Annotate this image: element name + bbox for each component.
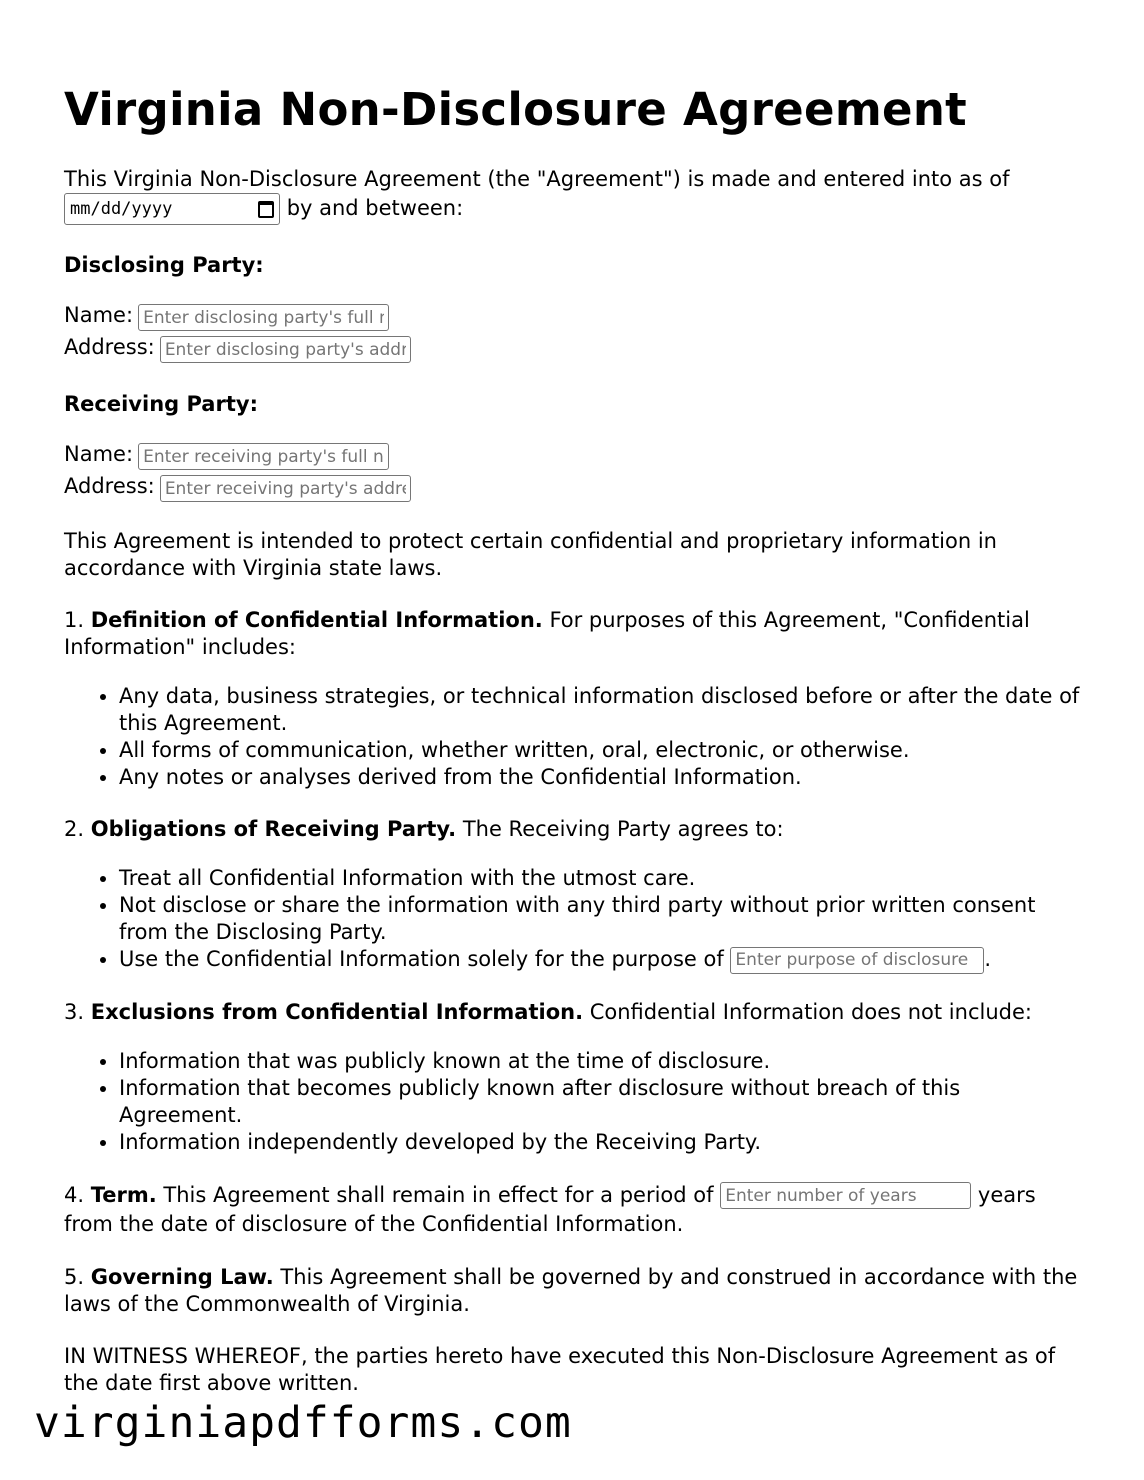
receiving-party-fields bbox=[64, 439, 1084, 503]
section-2 bbox=[64, 816, 1084, 843]
section-2-text: The Receiving Party agrees to: bbox=[462, 817, 784, 841]
date-placeholder: mm/dd/yyyy bbox=[70, 198, 173, 219]
receiving-name-label: Name: bbox=[64, 442, 134, 466]
list-item: • Treat all Confidential Information with the utmost care. bbox=[119, 865, 1084, 892]
disclosing-address-label: Address: bbox=[64, 335, 155, 359]
purpose-input[interactable] bbox=[730, 947, 984, 974]
calendar-icon[interactable] bbox=[258, 201, 274, 218]
section-4-text: This Agreement shall remain in effect for a period of bbox=[163, 1182, 714, 1207]
section-1-list bbox=[64, 683, 1084, 791]
disclosing-name-label: Name: bbox=[64, 303, 134, 327]
intro-text: This Virginia Non-Disclosure Agreement (the "Agreement") is made and entered into as of bbox=[64, 167, 1010, 191]
section-1-heading: Definition of Confidential Information. bbox=[90, 608, 543, 632]
section-3-number: 3. bbox=[64, 999, 85, 1024]
purpose-item-period: . bbox=[984, 947, 992, 971]
receiving-address-input[interactable] bbox=[160, 475, 411, 502]
watermark: virginiapdfforms.com bbox=[34, 1398, 572, 1448]
agreement-date-input[interactable] bbox=[64, 193, 280, 225]
purpose-paragraph: This Agreement is intended to protect certain confidential and proprietary information in accordance with Virginia state laws. bbox=[64, 529, 997, 580]
list-item: • Any data, business strategies, or technical information disclosed before or after the date of this Agreement. bbox=[119, 683, 1084, 737]
section-1-number: 1. bbox=[64, 608, 85, 632]
section-5-number: 5. bbox=[64, 1264, 85, 1289]
list-item: • Information independently developed by the Receiving Party. bbox=[119, 1129, 1084, 1156]
section-2-heading: Obligations of Receiving Party. bbox=[90, 817, 457, 841]
section-1 bbox=[64, 607, 1084, 661]
section-3-text: Confidential Information does not include: bbox=[589, 999, 1032, 1024]
receiving-address-label: Address: bbox=[64, 474, 155, 498]
section-5-heading: Governing Law. bbox=[90, 1264, 274, 1289]
list-item: • Information that becomes publicly known after disclosure without breach of this Agreement. bbox=[119, 1075, 1084, 1129]
intro-text-after: by and between: bbox=[286, 196, 464, 220]
disclosing-name-input[interactable] bbox=[138, 304, 389, 331]
section-3 bbox=[64, 999, 1084, 1026]
list-item: • All forms of communication, whether written, oral, electronic, or otherwise. bbox=[119, 737, 1084, 764]
list-item: • Not disclose or share the information with any third party without prior written consent from the Disclosing Party. bbox=[119, 892, 1084, 946]
section-2-number: 2. bbox=[64, 817, 85, 841]
list-item: • Any notes or analyses derived from the Confidential Information. bbox=[119, 764, 1084, 791]
section-4-number: 4. bbox=[64, 1182, 85, 1207]
disclosing-party-heading: Disclosing Party: bbox=[64, 253, 264, 277]
intro-paragraph bbox=[64, 166, 1084, 225]
receiving-party-heading: Receiving Party: bbox=[64, 392, 258, 416]
page-title: Virginia Non-Disclosure Agreement bbox=[64, 83, 967, 136]
section-3-list bbox=[64, 1048, 1084, 1156]
list-item: • Information that was publicly known at the time of disclosure. bbox=[119, 1048, 1084, 1075]
section-2-list bbox=[64, 865, 1084, 974]
section-4-heading: Term. bbox=[90, 1182, 157, 1207]
section-3-heading: Exclusions from Confidential Information. bbox=[90, 999, 584, 1024]
section-4 bbox=[64, 1181, 1084, 1239]
purpose-item-text: Use the Confidential Information solely for the purpose of bbox=[119, 947, 724, 971]
section-5-text: This Agreement shall be governed by and construed in accordance with the laws of the Commonwealth of Virginia. bbox=[64, 1264, 1078, 1316]
receiving-name-input[interactable] bbox=[138, 443, 389, 470]
section-1-text: For purposes of this Agreement, "Confidential Information" includes: bbox=[64, 608, 1030, 659]
disclosing-party-fields bbox=[64, 300, 1084, 364]
disclosing-address-input[interactable] bbox=[160, 336, 411, 363]
witness-paragraph: IN WITNESS WHEREOF, the parties hereto have executed this Non-Disclosure Agreement as of the date first above written. bbox=[64, 1343, 1056, 1395]
term-years-input[interactable] bbox=[720, 1182, 971, 1209]
section-4-text-after: years from the date of disclosure of the Confidential Information. bbox=[64, 1182, 1036, 1236]
section-5 bbox=[64, 1264, 1084, 1318]
document bbox=[64, 82, 1084, 1397]
list-item bbox=[119, 946, 1084, 974]
